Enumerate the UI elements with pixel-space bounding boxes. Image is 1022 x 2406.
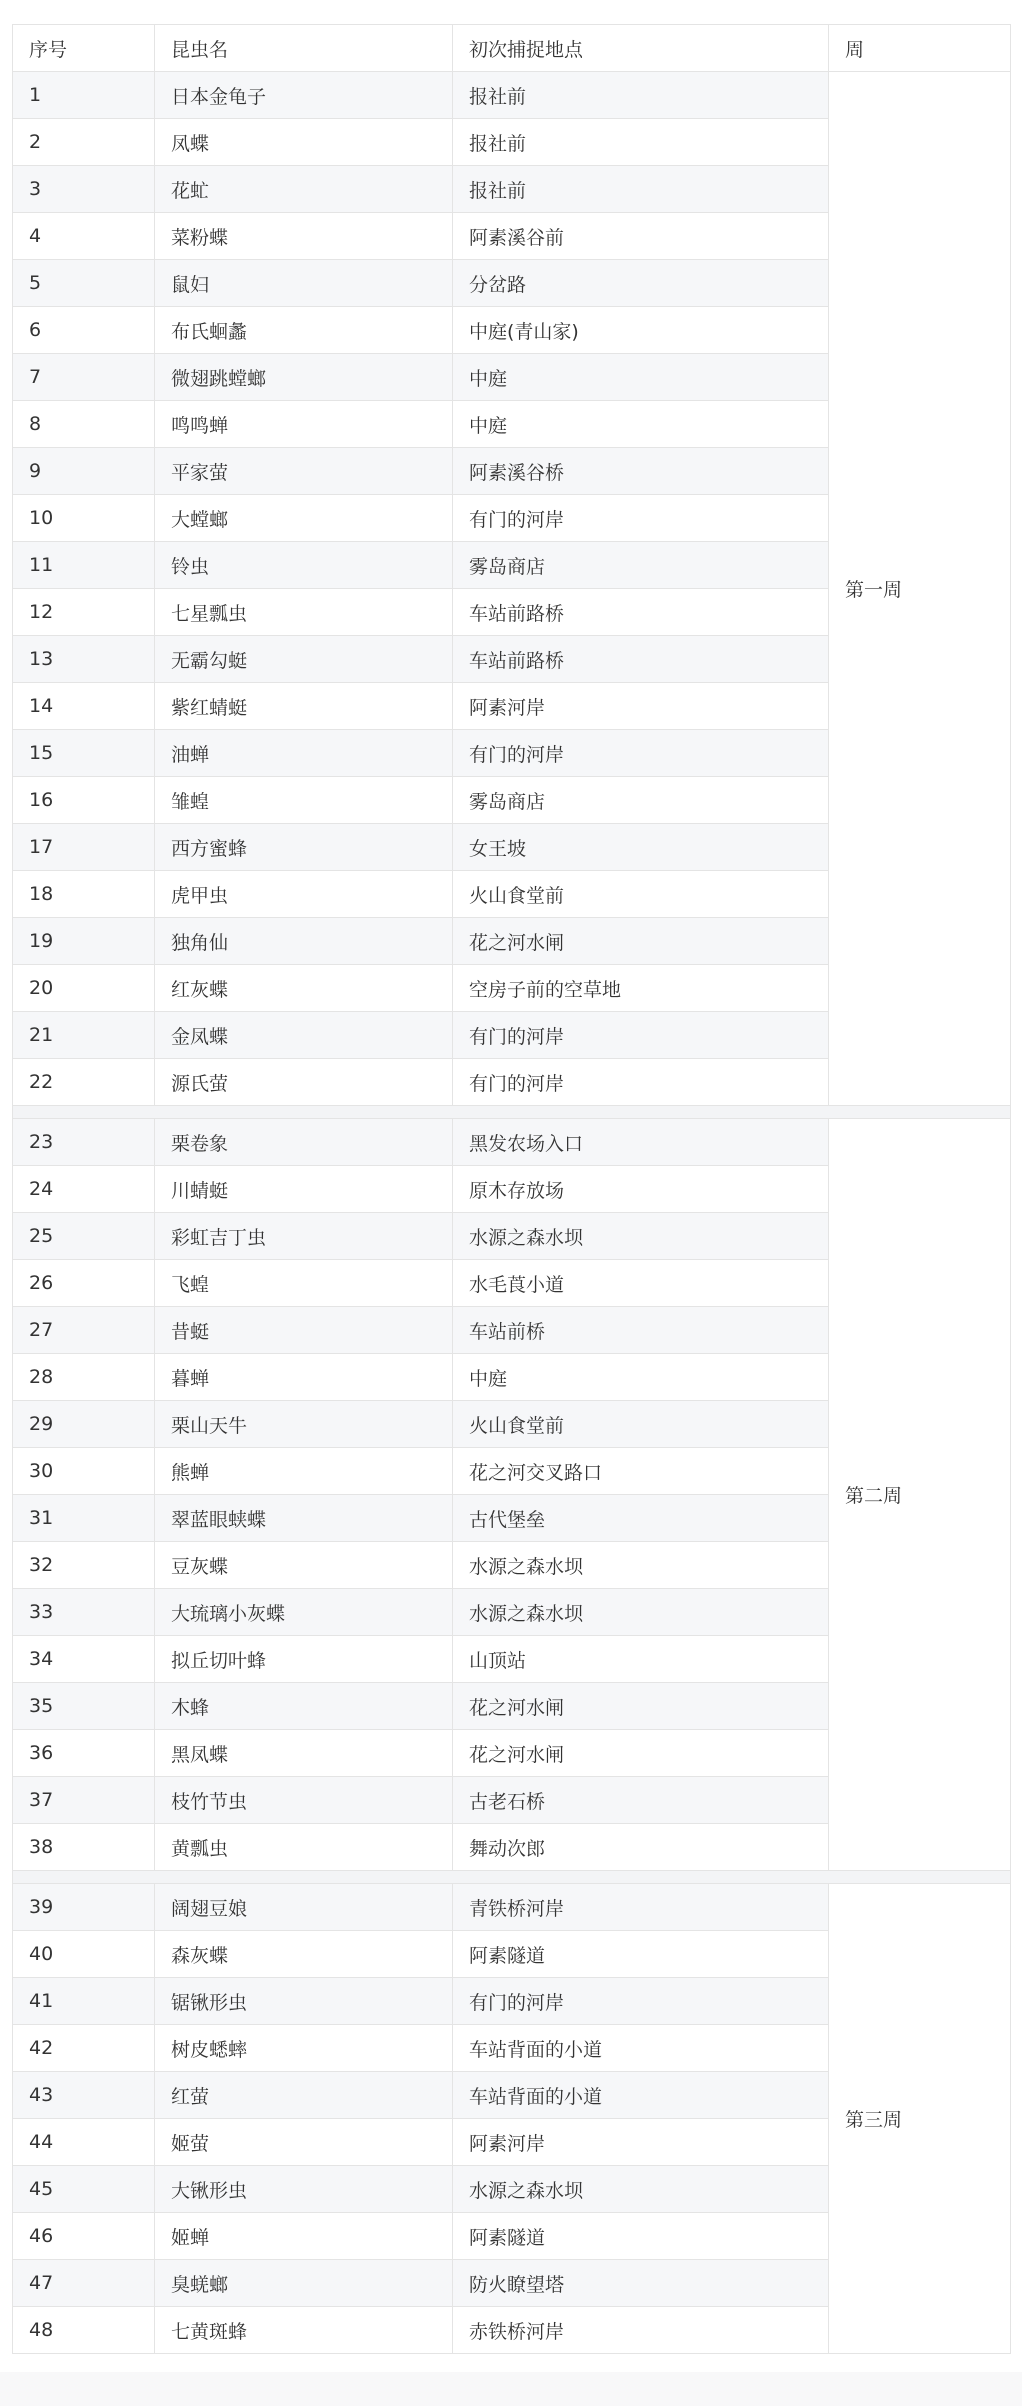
cell-no: 4 (13, 213, 155, 260)
cell-no: 27 (13, 1307, 155, 1354)
group-separator-cell (13, 1106, 1011, 1119)
cell-insect-name: 栗卷象 (155, 1119, 453, 1166)
cell-no: 44 (13, 2119, 155, 2166)
cell-location: 水毛莨小道 (453, 1260, 829, 1307)
table-row (13, 1884, 1011, 1931)
cell-insect-name: 花虻 (155, 166, 453, 213)
cell-location: 原木存放场 (453, 1166, 829, 1213)
cell-location: 分岔路 (453, 260, 829, 307)
cell-no: 30 (13, 1448, 155, 1495)
insect-table (12, 24, 1011, 2354)
cell-insect-name: 飞蝗 (155, 1260, 453, 1307)
cell-location: 车站背面的小道 (453, 2072, 829, 2119)
cell-insect-name: 黄瓢虫 (155, 1824, 453, 1871)
cell-no: 2 (13, 119, 155, 166)
cell-no: 21 (13, 1012, 155, 1059)
cell-location: 花之河水闸 (453, 918, 829, 965)
cell-no: 23 (13, 1119, 155, 1166)
cell-location: 报社前 (453, 119, 829, 166)
cell-insect-name: 独角仙 (155, 918, 453, 965)
cell-location: 古代堡垒 (453, 1495, 829, 1542)
cell-no: 18 (13, 871, 155, 918)
cell-location: 车站前路桥 (453, 589, 829, 636)
cell-insect-name: 布氏蛔蠡 (155, 307, 453, 354)
cell-insect-name: 树皮蟋蟀 (155, 2025, 453, 2072)
cell-insect-name: 翠蓝眼蛱蝶 (155, 1495, 453, 1542)
cell-location: 水源之森水坝 (453, 1589, 829, 1636)
cell-location: 古老石桥 (453, 1777, 829, 1824)
cell-location: 报社前 (453, 166, 829, 213)
cell-location: 花之河水闸 (453, 1730, 829, 1777)
cell-no: 40 (13, 1931, 155, 1978)
cell-insect-name: 大锹形虫 (155, 2166, 453, 2213)
cell-location: 有门的河岸 (453, 1978, 829, 2025)
cell-location: 车站前桥 (453, 1307, 829, 1354)
cell-no: 1 (13, 72, 155, 119)
cell-no: 37 (13, 1777, 155, 1824)
cell-no: 3 (13, 166, 155, 213)
cell-week: 第二周 (829, 1119, 1011, 1871)
cell-location: 阿素河岸 (453, 683, 829, 730)
cell-insect-name: 平家萤 (155, 448, 453, 495)
cell-location: 火山食堂前 (453, 1401, 829, 1448)
cell-no: 16 (13, 777, 155, 824)
cell-location: 水源之森水坝 (453, 1542, 829, 1589)
cell-no: 39 (13, 1884, 155, 1931)
cell-no: 13 (13, 636, 155, 683)
cell-insect-name: 熊蝉 (155, 1448, 453, 1495)
cell-insect-name: 七黄斑蜂 (155, 2307, 453, 2354)
cell-insect-name: 黑凤蝶 (155, 1730, 453, 1777)
cell-insect-name: 红萤 (155, 2072, 453, 2119)
cell-no: 5 (13, 260, 155, 307)
cell-insect-name: 金凤蝶 (155, 1012, 453, 1059)
cell-location: 阿素隧道 (453, 1931, 829, 1978)
cell-insect-name: 森灰蝶 (155, 1931, 453, 1978)
cell-location: 黑发农场入口 (453, 1119, 829, 1166)
cell-insect-name: 无霸勾蜓 (155, 636, 453, 683)
cell-location: 阿素溪谷桥 (453, 448, 829, 495)
cell-location: 报社前 (453, 72, 829, 119)
cell-no: 48 (13, 2307, 155, 2354)
cell-no: 32 (13, 1542, 155, 1589)
cell-insect-name: 菜粉蝶 (155, 213, 453, 260)
cell-no: 25 (13, 1213, 155, 1260)
cell-insect-name: 虎甲虫 (155, 871, 453, 918)
cell-insect-name: 紫红蜻蜓 (155, 683, 453, 730)
cell-location: 中庭 (453, 401, 829, 448)
cell-no: 15 (13, 730, 155, 777)
cell-no: 9 (13, 448, 155, 495)
cell-location: 雾岛商店 (453, 777, 829, 824)
table-header (13, 25, 1011, 72)
cell-insect-name: 日本金龟子 (155, 72, 453, 119)
cell-week: 第一周 (829, 72, 1011, 1106)
cell-no: 36 (13, 1730, 155, 1777)
cell-location: 中庭 (453, 1354, 829, 1401)
cell-no: 47 (13, 2260, 155, 2307)
cell-location: 阿素河岸 (453, 2119, 829, 2166)
table-row (13, 1119, 1011, 1166)
cell-location: 花之河水闸 (453, 1683, 829, 1730)
header-row (13, 25, 1011, 72)
cell-location: 花之河交叉路口 (453, 1448, 829, 1495)
cell-insect-name: 油蝉 (155, 730, 453, 777)
cell-no: 11 (13, 542, 155, 589)
header-location: 初次捕捉地点 (453, 25, 829, 72)
cell-insect-name: 铃虫 (155, 542, 453, 589)
cell-location: 赤铁桥河岸 (453, 2307, 829, 2354)
header-no: 序号 (13, 25, 155, 72)
cell-insect-name: 姬蝉 (155, 2213, 453, 2260)
cell-location: 舞动次郎 (453, 1824, 829, 1871)
group-separator (13, 1106, 1011, 1119)
cell-no: 28 (13, 1354, 155, 1401)
cell-insect-name: 源氏萤 (155, 1059, 453, 1106)
cell-insect-name: 枝竹节虫 (155, 1777, 453, 1824)
cell-location: 车站背面的小道 (453, 2025, 829, 2072)
header-week: 周 (829, 25, 1011, 72)
group-separator (13, 1871, 1011, 1884)
cell-location: 中庭 (453, 354, 829, 401)
cell-insect-name: 豆灰蝶 (155, 1542, 453, 1589)
cell-insect-name: 西方蜜蜂 (155, 824, 453, 871)
cell-no: 6 (13, 307, 155, 354)
cell-location: 雾岛商店 (453, 542, 829, 589)
header-name: 昆虫名 (155, 25, 453, 72)
cell-location: 山顶站 (453, 1636, 829, 1683)
cell-no: 7 (13, 354, 155, 401)
cell-no: 24 (13, 1166, 155, 1213)
cell-no: 42 (13, 2025, 155, 2072)
cell-insect-name: 鸣鸣蝉 (155, 401, 453, 448)
cell-insect-name: 栗山天牛 (155, 1401, 453, 1448)
cell-insect-name: 暮蝉 (155, 1354, 453, 1401)
cell-insect-name: 臭蜣螂 (155, 2260, 453, 2307)
cell-no: 45 (13, 2166, 155, 2213)
cell-location: 有门的河岸 (453, 1012, 829, 1059)
cell-insect-name: 红灰蝶 (155, 965, 453, 1012)
cell-no: 8 (13, 401, 155, 448)
cell-location: 防火瞭望塔 (453, 2260, 829, 2307)
cell-no: 29 (13, 1401, 155, 1448)
cell-location: 阿素隧道 (453, 2213, 829, 2260)
group-separator-cell (13, 1871, 1011, 1884)
cell-insect-name: 彩虹吉丁虫 (155, 1213, 453, 1260)
cell-no: 41 (13, 1978, 155, 2025)
cell-insect-name: 鼠妇 (155, 260, 453, 307)
cell-insect-name: 姬萤 (155, 2119, 453, 2166)
cell-insect-name: 大琉璃小灰蝶 (155, 1589, 453, 1636)
table-row (13, 72, 1011, 119)
cell-location: 有门的河岸 (453, 1059, 829, 1106)
cell-location: 有门的河岸 (453, 730, 829, 777)
cell-no: 10 (13, 495, 155, 542)
table-body (13, 72, 1011, 2354)
cell-no: 34 (13, 1636, 155, 1683)
cell-insect-name: 阔翅豆娘 (155, 1884, 453, 1931)
cell-no: 14 (13, 683, 155, 730)
cell-location: 火山食堂前 (453, 871, 829, 918)
cell-location: 青铁桥河岸 (453, 1884, 829, 1931)
cell-insect-name: 微翅跳螳螂 (155, 354, 453, 401)
cell-location: 水源之森水坝 (453, 1213, 829, 1260)
cell-no: 31 (13, 1495, 155, 1542)
cell-insect-name: 七星瓢虫 (155, 589, 453, 636)
cell-no: 26 (13, 1260, 155, 1307)
cell-insect-name: 昔蜓 (155, 1307, 453, 1354)
cell-insect-name: 拟丘切叶蜂 (155, 1636, 453, 1683)
cell-insect-name: 川蜻蜓 (155, 1166, 453, 1213)
cell-no: 22 (13, 1059, 155, 1106)
page-bottom-band (0, 2372, 1022, 2406)
cell-no: 20 (13, 965, 155, 1012)
cell-no: 17 (13, 824, 155, 871)
cell-location: 中庭(青山家) (453, 307, 829, 354)
cell-location: 女王坡 (453, 824, 829, 871)
cell-location: 有门的河岸 (453, 495, 829, 542)
cell-no: 35 (13, 1683, 155, 1730)
cell-no: 12 (13, 589, 155, 636)
cell-no: 43 (13, 2072, 155, 2119)
cell-location: 阿素溪谷前 (453, 213, 829, 260)
cell-week: 第三周 (829, 1884, 1011, 2354)
cell-location: 水源之森水坝 (453, 2166, 829, 2213)
cell-location: 车站前路桥 (453, 636, 829, 683)
cell-insect-name: 锯锹形虫 (155, 1978, 453, 2025)
cell-location: 空房子前的空草地 (453, 965, 829, 1012)
cell-insect-name: 大螳螂 (155, 495, 453, 542)
cell-no: 19 (13, 918, 155, 965)
cell-no: 38 (13, 1824, 155, 1871)
cell-insect-name: 雏蝗 (155, 777, 453, 824)
cell-insect-name: 木蜂 (155, 1683, 453, 1730)
cell-no: 46 (13, 2213, 155, 2260)
cell-no: 33 (13, 1589, 155, 1636)
cell-insect-name: 凤蝶 (155, 119, 453, 166)
